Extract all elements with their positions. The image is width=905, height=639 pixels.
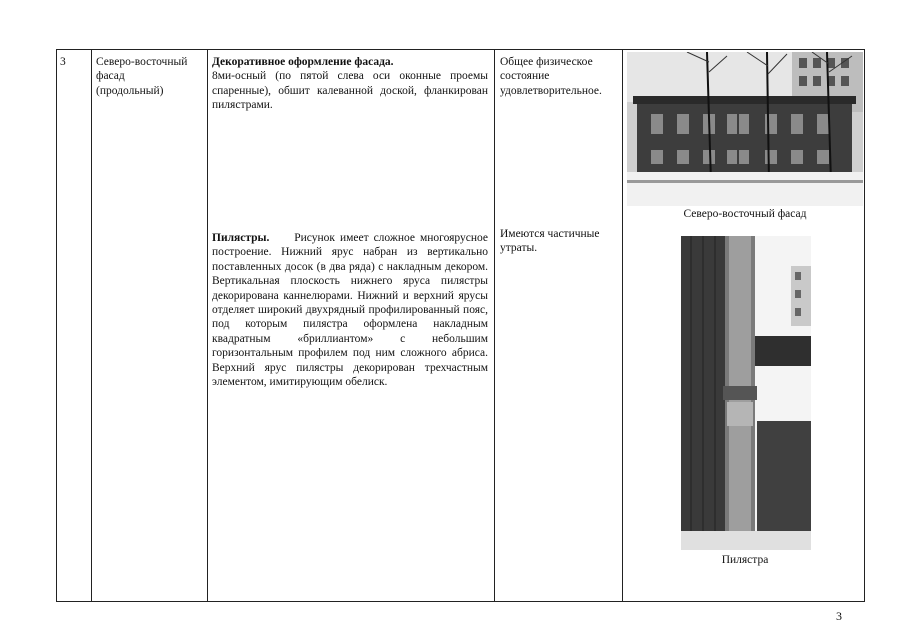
column-divider (622, 49, 623, 602)
condition-pilasters: Имеются частичные утраты. (500, 228, 600, 255)
description-pilasters-text: Рисунок имеет сложное многоярусное построение. Нижний ярус набран из вертикально поставленных досок (в два ряда) с накладным декором. Вертикальная плоскость нижнего яруса пилястры декорирована каннелюрами. Нижний и верхний ярусы отделяет широкий двухрядный профилированный пояс, под которым пилястра оформлена накладным квадратным «бриллиантом» с небольшим горизонтальным профилем под ним сложного абриса. Верхний ярус пилястры декорирован трехчастным элементом, имитирующим обелиск. (212, 232, 488, 389)
facade-photo-caption: Северо-восточный фасад (683, 208, 807, 220)
column-divider (207, 49, 208, 602)
description-decor-title: Декоративное оформление фасада. (212, 56, 394, 68)
page-number: 3 (836, 609, 842, 623)
column-divider (494, 49, 495, 602)
description-decor (212, 55, 488, 113)
pilaster-photo-caption: Пилястра (721, 554, 769, 566)
pilaster-photo (681, 236, 811, 550)
facade-location: Северо-восточный фасад (продольный) (96, 56, 188, 97)
description-pilasters (212, 231, 488, 389)
condition-decor: Общее физическое состояние удовлетворительное. (500, 56, 602, 97)
row-number: 3 (60, 56, 66, 68)
column-divider (91, 49, 92, 602)
facade-photo (627, 52, 863, 206)
description-pilasters-title: Пилястры. (212, 232, 270, 244)
description-decor-text: 8ми-осный (по пятой слева оси оконные проемы спаренные), обшит калеванной доской, фланкирован пилястрами. (212, 70, 488, 112)
